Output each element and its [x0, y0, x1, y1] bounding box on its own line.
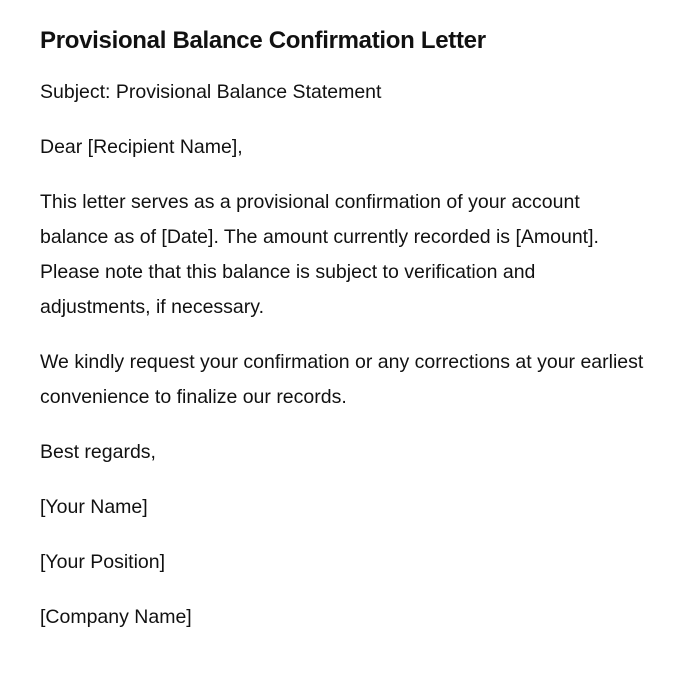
letter-closing: Best regards, [40, 441, 156, 463]
letter-body-paragraph-2: We kindly request your confirmation or any corrections at your earliest convenience to finalize our records. [40, 351, 644, 408]
letter-body-paragraph-1: This letter serves as a provisional confirmation of your account balance as of [Date]. The amount currently recorded is [Amount]. Please note that this balance is subject to verification and adjustments, if necessary. [40, 191, 599, 318]
signature-name: [Your Name] [40, 496, 148, 518]
signature-position: [Your Position] [40, 551, 166, 573]
letter-document [40, 26, 650, 655]
signature-company: [Company Name] [40, 606, 192, 628]
letter-subject: Subject: Provisional Balance Statement [40, 81, 382, 103]
letter-title: Provisional Balance Confirmation Letter [40, 27, 486, 54]
letter-salutation: Dear [Recipient Name], [40, 136, 243, 158]
